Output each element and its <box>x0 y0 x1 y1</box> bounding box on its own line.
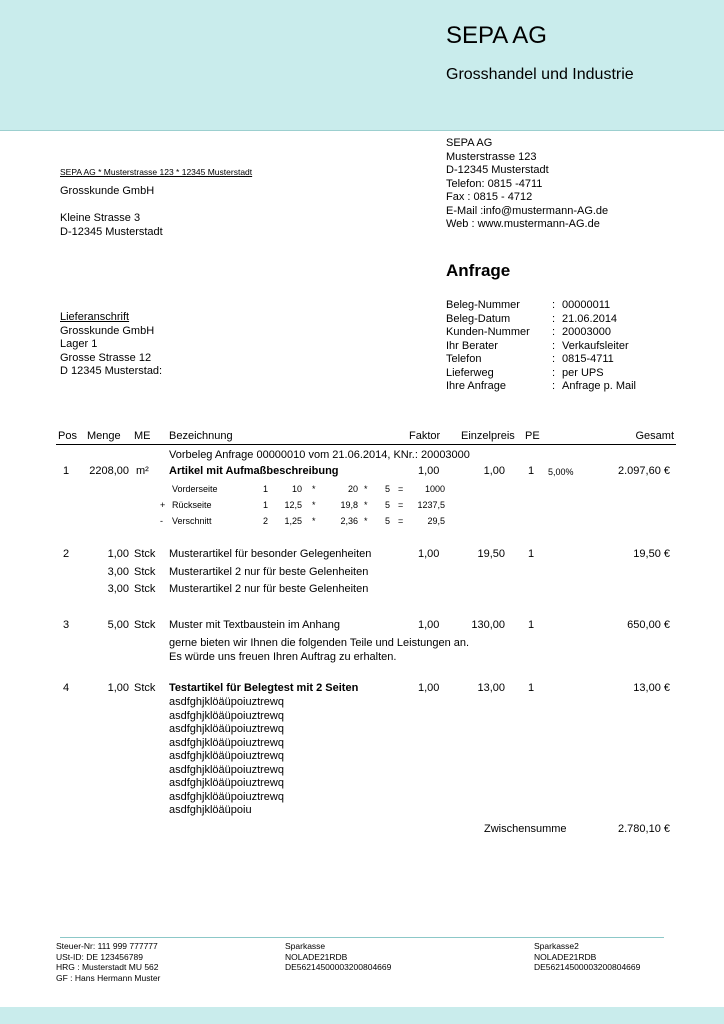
meta-value: Anfrage p. Mail <box>562 380 636 392</box>
calc-a: 10 <box>291 484 302 494</box>
calc-op: * <box>312 516 316 526</box>
subtotal-label: Zwischensumme <box>484 823 567 835</box>
footer-line: Sparkasse2 <box>534 941 579 951</box>
item-me: m² <box>136 465 149 477</box>
recipient-street: Kleine Strasse 3 <box>60 212 141 224</box>
calc-result: 1237,5 <box>417 500 445 510</box>
calc-op: * <box>364 500 368 510</box>
footer-line: DE56214500003200804669 <box>534 962 641 972</box>
sub-item-bezeichnung: Musterartikel 2 nur für beste Gelenheiten <box>169 566 369 578</box>
item-text-line: asdfghjklöäüpoiu <box>169 804 252 816</box>
meta-value: 20003000 <box>562 326 611 338</box>
company-info-line: D-12345 Musterstadt <box>446 164 549 176</box>
col-einzelpreis: Einzelpreis <box>461 430 515 442</box>
calc-eq: = <box>398 484 404 494</box>
item-faktor: 1,00 <box>418 682 440 694</box>
calc-c: 5 <box>384 484 390 494</box>
item-einzelpreis: 130,00 <box>471 619 505 631</box>
item-text-line: asdfghjklöäüpoiuztrewq <box>169 736 284 749</box>
calc-a: 1,25 <box>284 516 302 526</box>
calc-n: 1 <box>263 500 269 510</box>
col-pe: PE <box>525 430 540 442</box>
meta-value: Verkaufsleiter <box>562 339 629 352</box>
meta-key: Ihre Anfrage <box>446 380 506 392</box>
item-me: Stck <box>134 619 156 631</box>
item-einzelpreis: 19,50 <box>477 548 505 560</box>
meta-key: Ihr Berater <box>446 339 498 352</box>
item-pos: 1 <box>63 465 70 477</box>
item-text-line: asdfghjklöäüpoiuztrewq <box>169 723 284 735</box>
company-info-line: Fax : 0815 - 4712 <box>446 191 533 203</box>
footer-line: NOLADE21RDB <box>285 951 348 962</box>
item-menge: 1,00 <box>107 682 129 694</box>
item-bezeichnung: Musterartikel für besonder Gelegenheiten <box>169 548 372 560</box>
meta-sep: : <box>552 326 556 338</box>
item-gesamt: 19,50 € <box>633 548 670 560</box>
delivery-line: Grosse Strasse 12 <box>60 351 152 364</box>
item-faktor: 1,00 <box>418 619 440 631</box>
calc-n: 1 <box>263 484 269 494</box>
item-menge: 1,00 <box>107 548 129 560</box>
sub-item-menge: 3,00 <box>107 566 129 578</box>
company-info-line: Musterstrasse 123 <box>446 150 537 163</box>
col-me: ME <box>134 430 151 442</box>
meta-sep: : <box>552 299 556 311</box>
calc-n: 2 <box>263 516 269 526</box>
item-pe: 1 <box>528 548 535 560</box>
calc-op: * <box>312 484 316 494</box>
item-pos: 4 <box>63 682 70 694</box>
delivery-label: Lieferanschrift <box>60 311 130 323</box>
item-einzelpreis: 1,00 <box>483 465 505 477</box>
item-gesamt: 650,00 € <box>627 619 670 631</box>
item-text-line: asdfghjklöäüpoiuztrewq <box>169 777 284 789</box>
item-text: gerne bieten wir Ihnen die folgenden Teile und Leistungen an. <box>169 637 470 649</box>
company-info-line: SEPA AG <box>446 137 493 149</box>
item-bezeichnung: Artikel mit Aufmaßbeschreibung <box>169 465 339 477</box>
item-me: Stck <box>134 682 156 694</box>
item-pos: 2 <box>63 548 70 560</box>
sub-item-menge: 3,00 <box>107 583 129 595</box>
sub-item-me: Stck <box>134 583 156 595</box>
item-rabatt: 5,00% <box>548 467 574 477</box>
meta-sep: : <box>552 339 556 352</box>
footer-line: Steuer-Nr: 111 999 777777 <box>56 941 158 951</box>
calc-op: * <box>364 484 368 494</box>
company-name: SEPA AG <box>446 22 547 49</box>
calc-label: Verschnitt <box>172 516 212 526</box>
item-pe: 1 <box>528 682 535 694</box>
item-pe: 1 <box>528 619 535 631</box>
footer-bank-1 <box>285 941 391 973</box>
item-text-block <box>169 696 284 818</box>
company-info-line: Web : www.mustermann-AG.de <box>446 218 600 230</box>
calc-op: * <box>364 516 368 526</box>
meta-key: Beleg-Datum <box>446 312 511 325</box>
item-pos: 3 <box>63 619 70 631</box>
meta-value: 0815-4711 <box>562 353 614 365</box>
company-info <box>446 137 608 232</box>
meta-sep: : <box>552 366 556 379</box>
col-pos: Pos <box>58 430 77 442</box>
measurement-row <box>160 484 450 500</box>
calc-eq: = <box>398 516 404 526</box>
calc-b: 20 <box>347 484 358 494</box>
calc-label: Rückseite <box>172 500 212 510</box>
footer-line: HRG : Musterstadt MU 562 <box>56 962 159 972</box>
item-menge: 2208,00 <box>89 465 129 477</box>
footer-band <box>0 1007 724 1024</box>
item-text-line: asdfghjklöäüpoiuztrewq <box>169 709 284 722</box>
calc-eq: = <box>398 500 404 510</box>
footer-company-info <box>56 941 160 983</box>
calc-a: 12,5 <box>284 500 302 510</box>
calc-b: 2,36 <box>340 516 358 526</box>
item-gesamt: 13,00 € <box>633 682 670 694</box>
col-faktor: Faktor <box>409 430 441 442</box>
measurement-row <box>160 516 450 532</box>
delivery-line: D 12345 Musterstad: <box>60 365 163 377</box>
item-text: Es würde uns freuen Ihren Auftrag zu erhalten. <box>169 651 397 663</box>
col-gesamt: Gesamt <box>635 430 674 442</box>
sender-line: SEPA AG * Musterstrasse 123 * 12345 Musterstadt <box>60 167 253 177</box>
delivery-line: Grosskunde GmbH <box>60 324 155 337</box>
recipient-name: Grosskunde GmbH <box>60 185 155 197</box>
meta-sep: : <box>552 353 556 365</box>
col-bezeichnung: Bezeichnung <box>169 430 233 442</box>
meta-value: 00000011 <box>562 299 611 311</box>
item-pe: 1 <box>528 465 535 477</box>
item-faktor: 1,00 <box>418 465 440 477</box>
item-text-line: asdfghjklöäüpoiuztrewq <box>169 763 284 776</box>
sub-item-me: Stck <box>134 566 156 578</box>
sub-item-bezeichnung: Musterartikel 2 nur für beste Gelenheiten <box>169 583 369 595</box>
col-menge: Menge <box>87 430 121 442</box>
meta-sep: : <box>552 380 556 392</box>
delivery-line: Lager 1 <box>60 338 98 350</box>
calc-label: Vorderseite <box>172 484 218 494</box>
item-gesamt: 2.097,60 € <box>618 465 670 477</box>
item-text-line: asdfghjklöäüpoiuztrewq <box>169 750 284 762</box>
meta-key: Beleg-Nummer <box>446 299 520 311</box>
item-bezeichnung: Testartikel für Belegtest mit 2 Seiten <box>169 682 359 694</box>
item-faktor: 1,00 <box>418 548 440 560</box>
footer-line: Sparkasse <box>285 941 326 951</box>
company-info-line: E-Mail :info@mustermann-AG.de <box>446 204 609 217</box>
item-einzelpreis: 13,00 <box>477 682 505 694</box>
company-tagline: Grosshandel und Industrie <box>446 66 634 83</box>
meta-value: 21.06.2014 <box>562 312 618 325</box>
document-title: Anfrage <box>446 261 511 280</box>
calc-b: 19,8 <box>340 500 358 510</box>
meta-key: Telefon <box>446 353 482 365</box>
footer-line: USt-ID: DE 123456789 <box>56 951 143 962</box>
meta-key: Lieferweg <box>446 366 494 379</box>
delivery-address <box>60 311 162 379</box>
footer-bank-2 <box>534 941 640 973</box>
footer-line: NOLADE21RDB <box>534 951 597 962</box>
calc-op: * <box>312 500 316 510</box>
table-header <box>56 430 676 445</box>
calc-sign: - <box>160 516 163 526</box>
calc-c: 5 <box>384 500 390 510</box>
company-info-line: Telefon: 0815 -4711 <box>446 177 543 190</box>
measurement-row <box>160 500 450 516</box>
footer-line: GF : Hans Hermann Muster <box>56 972 161 983</box>
meta-key: Kunden-Nummer <box>446 326 530 338</box>
measurement-table <box>160 484 450 532</box>
item-me: Stck <box>134 548 156 560</box>
item-bezeichnung: Muster mit Textbaustein im Anhang <box>169 619 340 631</box>
item-text-line: asdfghjklöäüpoiuztrewq <box>169 696 284 708</box>
recipient-city: D-12345 Musterstadt <box>60 226 163 238</box>
item-menge: 5,00 <box>107 619 129 631</box>
footer-line: DE56214500003200804669 <box>285 962 392 972</box>
calc-sign: + <box>160 500 166 510</box>
previous-document-note: Vorbeleg Anfrage 00000010 vom 21.06.2014, KNr.: 20003000 <box>169 449 470 461</box>
calc-result: 1000 <box>424 484 445 494</box>
meta-value: per UPS <box>562 366 604 379</box>
meta-sep: : <box>552 312 556 325</box>
footer-divider <box>60 937 664 938</box>
item-text-line: asdfghjklöäüpoiuztrewq <box>169 790 284 803</box>
calc-result: 29,5 <box>427 516 445 526</box>
subtotal-value: 2.780,10 € <box>618 823 670 835</box>
calc-c: 5 <box>384 516 390 526</box>
